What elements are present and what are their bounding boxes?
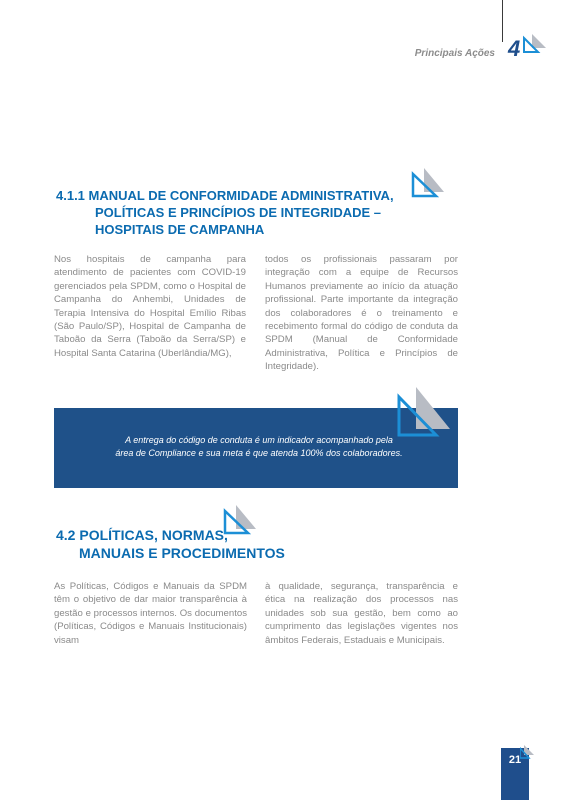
section-411-heading — [56, 187, 394, 238]
section-411-title-line2: POLÍTICAS E PRINCÍPIOS DE INTEGRIDADE – — [95, 205, 382, 220]
chapter-title: Principais Ações — [414, 48, 495, 59]
section-411-column-left: Nos hospitais de campanha para atendimento de pacientes com COVID-19 gerenciados pela SPDM, como o Hospital de Campanha do Anhembi, Unidades de Terapia Intensiva do Hospital Emílio Ribas (São Paulo/SP), Hospital de Campanha de Taboão da Serra (Taboão da Serra/SP) e Hospital Santa Catarina (Uberlândia/MG), — [54, 254, 246, 359]
section-411-title-line3: HOSPITAIS DE CAMPANHA — [95, 222, 265, 237]
section-42-column-left: As Políticas, Códigos e Manuais da SPDM têm o objetivo de dar maior transparência à gestão e processos internos. Os documentos (Políticas, Códigos e Manuais Institucionais) visam — [54, 581, 247, 646]
page-number: 21 — [508, 754, 522, 766]
section-411-title-line1: 4.1.1 MANUAL DE CONFORMIDADE ADMINISTRATIVA, — [56, 188, 394, 203]
callout-text: A entrega do código de conduta é um indicador acompanhado pela área de Compliance e sua meta é que atenda 100% dos colaboradores. — [115, 435, 403, 458]
chapter-number: 4 — [508, 36, 521, 61]
section-411-column-right: todos os profissionais passaram por integração com a equipe de Recursos Humanos previamente ao início da atuação profissional. Parte importante da integração dos colaboradores é o treinamento e recebimento formal do código de conduta da SPDM (Manual de Conformidade Administrativa, Política e Princípios de Integridade). — [265, 254, 458, 373]
section-42-title-line2: MANUAIS E PROCEDIMENTOS — [79, 545, 285, 561]
header-divider — [502, 0, 503, 42]
section-42-title-line1: 4.2 POLÍTICAS, NORMAS, — [56, 527, 228, 543]
set-square-icon — [394, 385, 450, 441]
section-411-number: 4.1.1 — [56, 188, 85, 203]
section-42-column-right: à qualidade, segurança, transparência e ética na realização dos processos nas unidades sob sua gestão, bem como ao cumprimento das legislações vigentes nos âmbitos Federais, Estaduais e Municipais. — [265, 581, 458, 646]
set-square-icon — [410, 166, 444, 200]
set-square-icon — [222, 503, 256, 537]
set-square-icon — [522, 32, 546, 56]
set-square-icon — [520, 745, 534, 759]
